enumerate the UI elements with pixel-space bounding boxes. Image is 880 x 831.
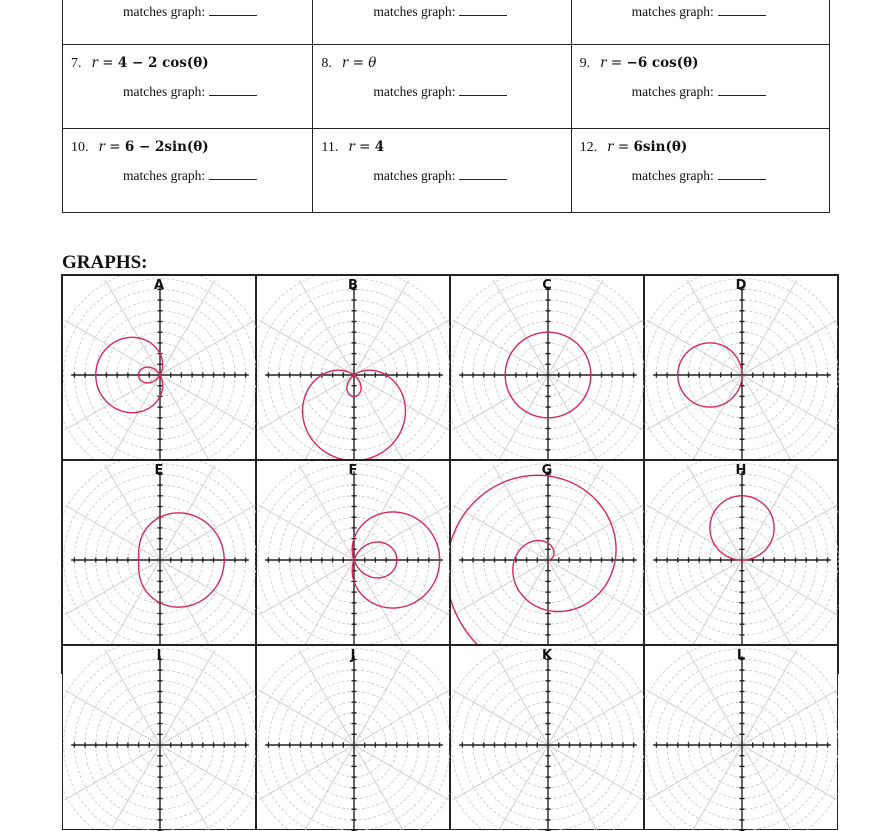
graph-d xyxy=(644,275,838,460)
graph-g xyxy=(450,460,644,645)
graph-label: H xyxy=(735,463,747,478)
graph-e xyxy=(62,460,256,645)
answer-blank[interactable] xyxy=(718,167,766,180)
answer-blank[interactable] xyxy=(718,3,766,16)
table-row xyxy=(63,0,830,45)
answer-blank[interactable] xyxy=(459,3,507,16)
graph-label: E xyxy=(154,463,164,478)
graph-f xyxy=(256,460,450,645)
polar-plot xyxy=(257,276,451,461)
matches-graph-field[interactable]: matches graph: xyxy=(373,3,507,20)
graph-label: L xyxy=(736,648,746,663)
graph-a xyxy=(62,275,256,460)
graph-label: C xyxy=(542,278,552,293)
polar-plot xyxy=(451,646,645,831)
equation: 8. r = θ xyxy=(321,55,377,71)
graph-c xyxy=(450,275,644,460)
graph-label: F xyxy=(348,463,358,478)
polar-plot xyxy=(451,276,645,461)
polar-plot xyxy=(63,276,257,461)
graphs-heading: GRAPHS: xyxy=(62,252,148,273)
problem-cell xyxy=(571,0,829,45)
problem-9 xyxy=(571,45,829,129)
problem-11 xyxy=(313,129,571,213)
polar-plot xyxy=(63,461,257,646)
matches-graph-field[interactable]: matches graph: xyxy=(632,3,766,20)
answer-blank[interactable] xyxy=(459,83,507,96)
matches-graph-field[interactable]: matches graph: xyxy=(632,83,766,100)
matches-graph-field[interactable]: matches graph: xyxy=(123,167,257,184)
equation: 12. r = 6sin(θ) xyxy=(579,139,688,155)
answer-blank[interactable] xyxy=(459,167,507,180)
problem-cell xyxy=(313,0,571,45)
problem-7 xyxy=(63,45,313,129)
graph-label: D xyxy=(735,278,747,293)
graph-label: G xyxy=(541,463,553,478)
equation: 9. r = −6 cos(θ) xyxy=(579,55,699,71)
graph-i xyxy=(62,645,256,830)
matches-graph-field[interactable]: matches graph: xyxy=(632,167,766,184)
graph-b xyxy=(256,275,450,460)
answer-blank[interactable] xyxy=(718,83,766,96)
matches-graph-field[interactable]: matches graph: xyxy=(373,167,507,184)
polar-plot xyxy=(63,646,257,831)
answer-blank[interactable] xyxy=(209,83,257,96)
polar-plot xyxy=(645,461,839,646)
table-row xyxy=(63,129,830,213)
polar-plot xyxy=(645,276,839,461)
row-divider xyxy=(62,644,838,646)
graph-k xyxy=(450,645,644,830)
matches-graph-field[interactable]: matches graph: xyxy=(123,3,257,20)
polar-plot xyxy=(645,646,839,831)
equations-table xyxy=(62,0,830,213)
problem-12 xyxy=(571,129,829,213)
graph-l xyxy=(644,645,838,830)
problem-10 xyxy=(63,129,313,213)
row-divider xyxy=(62,459,838,461)
matches-graph-field[interactable]: matches graph: xyxy=(373,83,507,100)
equation: 11. r = 4 xyxy=(321,139,385,155)
answer-blank[interactable] xyxy=(209,3,257,16)
polar-plot xyxy=(257,646,451,831)
equation: 10. r = 6 − 2sin(θ) xyxy=(71,139,209,155)
graph-label: B xyxy=(348,278,358,293)
graph-label: I xyxy=(156,648,162,663)
graphs-grid xyxy=(62,275,838,675)
graph-j xyxy=(256,645,450,830)
answer-blank[interactable] xyxy=(209,167,257,180)
matches-graph-field[interactable]: matches graph: xyxy=(123,83,257,100)
graph-label: K xyxy=(541,648,553,663)
polar-plot xyxy=(451,461,645,646)
graph-label: A xyxy=(153,278,165,293)
table-row xyxy=(63,45,830,129)
polar-plot xyxy=(257,461,451,646)
problem-8 xyxy=(313,45,571,129)
problem-cell xyxy=(63,0,313,45)
graph-label: J xyxy=(350,648,356,663)
graph-h xyxy=(644,460,838,645)
equation: 7. r = 4 − 2 cos(θ) xyxy=(71,55,209,71)
